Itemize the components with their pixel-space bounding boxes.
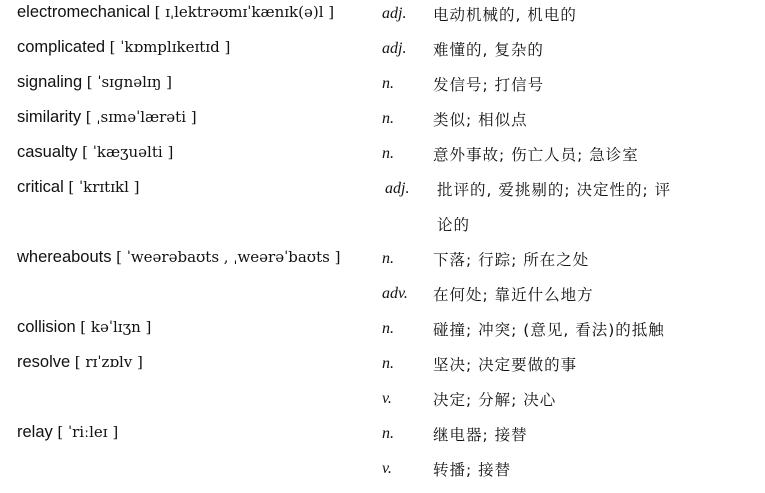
entry-definition: 发信号; 打信号 [433, 76, 545, 94]
entry-pos: adj. [385, 180, 410, 197]
entry-row [0, 0, 765, 30]
entry-pos: v. [382, 390, 392, 407]
entry-row [0, 280, 765, 310]
entry-word: relay [ ˈriːleɪ ] [17, 423, 119, 441]
entry-pos: n. [382, 355, 394, 372]
entry-phonetic: [ ˌsɪməˈlærəti ] [85, 108, 197, 126]
entry-pos: n. [382, 250, 394, 267]
entry-word: electromechanical [ ɪˌlektrəʊmɪˈkænɪk(ə)l ] [17, 3, 335, 21]
entry-pos: n. [382, 110, 394, 127]
entry-definition: 批评的, 爱挑剔的; 决定性的; 评 [437, 181, 672, 199]
entry-phonetic: [ rɪˈzɒlv ] [74, 353, 143, 371]
entry-word: similarity [ ˌsɪməˈlærəti ] [17, 108, 197, 126]
entry-row [0, 455, 765, 485]
entry-definition: 类似; 相似点 [433, 111, 528, 129]
entry-definition: 电动机械的, 机电的 [433, 6, 577, 24]
entry-definition: 难懂的, 复杂的 [433, 41, 544, 59]
entry-row [0, 70, 765, 100]
entry-definition: 在何处; 靠近什么地方 [433, 286, 594, 304]
entry-word: resolve [ rɪˈzɒlv ] [17, 353, 143, 371]
entry-row [0, 245, 765, 275]
entry-definition: 坚决; 决定要做的事 [433, 356, 578, 374]
entry-row [0, 385, 765, 415]
entry-word: casualty [ ˈkæʒuəlti ] [17, 143, 174, 161]
entry-definition: 下落; 行踪; 所在之处 [433, 251, 590, 269]
entry-row-continuation [0, 210, 765, 240]
entry-word: signaling [ ˈsɪɡnəlɪŋ ] [17, 73, 172, 91]
entry-row [0, 105, 765, 135]
entry-pos: n. [382, 75, 394, 92]
entry-row [0, 315, 765, 345]
entry-pos: adj. [382, 5, 407, 22]
entry-phonetic: [ ˈkæʒuəlti ] [82, 143, 174, 161]
entry-definition: 决定; 分解; 决心 [433, 391, 557, 409]
entry-row [0, 35, 765, 65]
entry-phonetic: [ ˈriːleɪ ] [57, 423, 119, 441]
entry-phonetic: [ ˈsɪɡnəlɪŋ ] [86, 73, 172, 91]
entry-word: whereabouts [ ˈweərəbaʊts , ˌweərəˈbaʊts ] [17, 248, 341, 266]
entry-phonetic: [ ˈkɒmplɪkeɪtɪd ] [109, 38, 231, 56]
entry-pos: n. [382, 425, 394, 442]
entry-phonetic: [ kəˈlɪʒn ] [80, 318, 152, 336]
entry-pos: n. [382, 320, 394, 337]
entry-definition: 继电器; 接替 [433, 426, 528, 444]
entry-definition-continued: 论的 [437, 216, 471, 234]
entry-phonetic: [ ɪˌlektrəʊmɪˈkænɪk(ə)l ] [154, 3, 335, 21]
entry-definition: 碰撞; 冲突; (意见, 看法)的抵触 [433, 321, 665, 339]
entry-phonetic: [ ˈkrɪtɪkl ] [68, 178, 140, 196]
entry-pos: v. [382, 460, 392, 477]
entry-word: complicated [ ˈkɒmplɪkeɪtɪd ] [17, 38, 231, 56]
entry-row [0, 140, 765, 170]
entry-definition: 转播; 接替 [433, 461, 512, 479]
entry-pos: adj. [382, 40, 407, 57]
entry-pos: adv. [382, 285, 408, 302]
entry-pos: n. [382, 145, 394, 162]
entry-word: critical [ ˈkrɪtɪkl ] [17, 178, 140, 196]
entry-word: collision [ kəˈlɪʒn ] [17, 318, 152, 336]
entry-row [0, 420, 765, 450]
entry-definition: 意外事故; 伤亡人员; 急诊室 [433, 146, 639, 164]
entry-row [0, 175, 765, 205]
entry-row [0, 350, 765, 380]
entry-phonetic: [ ˈweərəbaʊts , ˌweərəˈbaʊts ] [116, 248, 341, 266]
